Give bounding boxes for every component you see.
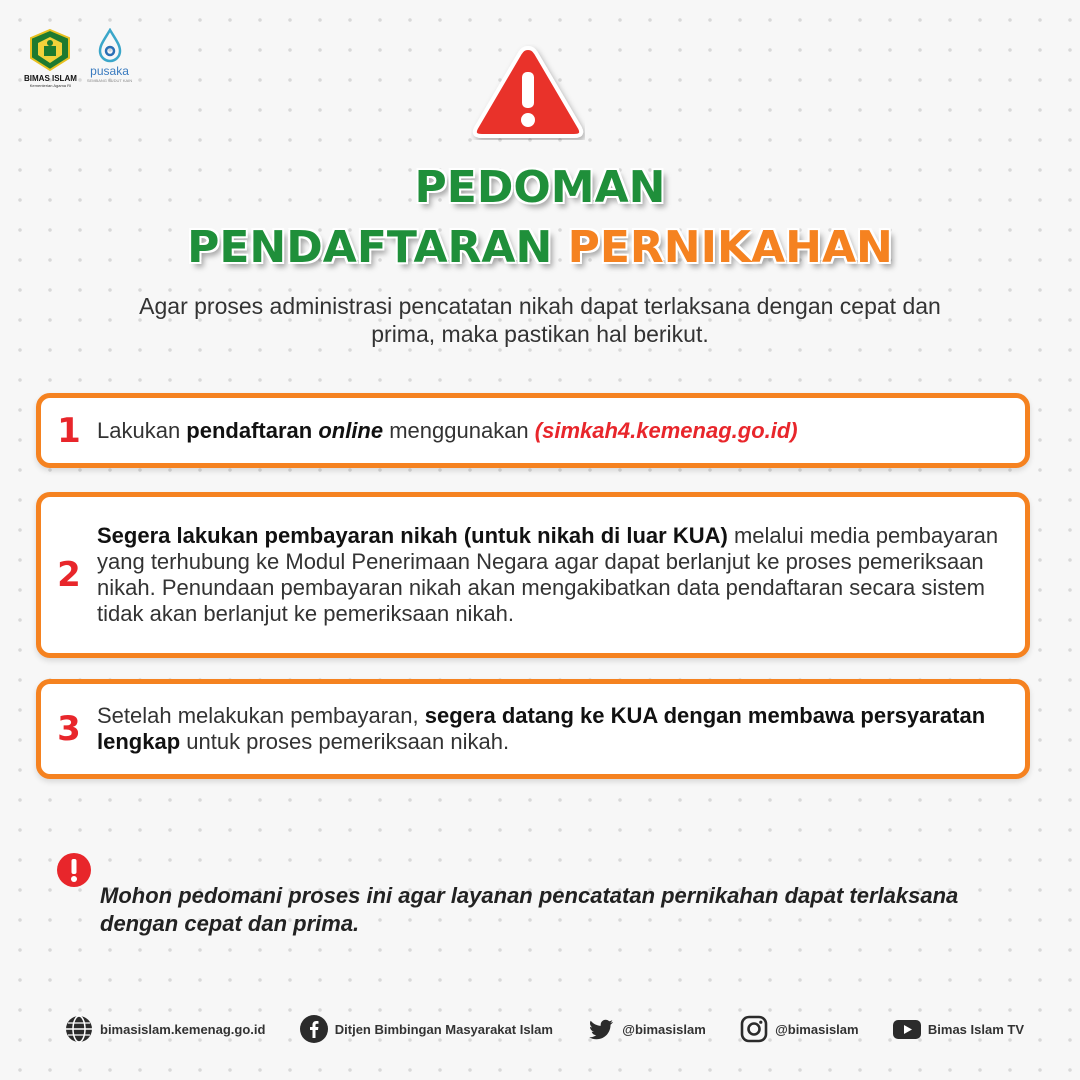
step-text-prefix: Setelah melakukan pembayaran,: [97, 703, 425, 728]
exclamation-circle-icon: [56, 852, 92, 888]
step-text-online: online: [318, 417, 384, 443]
title-word-pendaftaran: PENDAFTARAN: [187, 222, 553, 273]
website-label: bimasislam.kemenag.go.id: [100, 1021, 266, 1037]
header-logos: [24, 28, 132, 88]
page-title: [0, 158, 1080, 278]
twitter-icon: [586, 1014, 616, 1044]
step-number: 2: [57, 555, 81, 595]
youtube-icon: [892, 1014, 922, 1044]
title-line-1: PEDOMAN: [414, 162, 666, 213]
step-text-bold: segera datang ke KUA dengan membawa persyaratan lengkap: [97, 703, 986, 754]
pusaka-logo-text: pusaka: [90, 64, 129, 78]
facebook-icon: [299, 1014, 329, 1044]
footer-instagram[interactable]: [739, 1014, 859, 1044]
intro-line-2: prima, maka pastikan hal berikut.: [371, 321, 709, 347]
bimas-logo-subtext: Kementerian Agama RI: [29, 83, 72, 88]
globe-icon: [64, 1014, 94, 1044]
title-word-pernikahan: PERNIKAHAN: [567, 222, 893, 273]
bimas-islam-logo: [24, 28, 77, 88]
youtube-label: Bimas Islam TV: [927, 1021, 1024, 1037]
footer-twitter[interactable]: [586, 1014, 706, 1044]
footer-youtube[interactable]: [892, 1014, 1024, 1044]
step-text-prefix: Lakukan: [97, 417, 187, 443]
step-text: [97, 523, 1025, 627]
instagram-icon: [739, 1014, 769, 1044]
warning-triangle-icon: [471, 44, 585, 140]
footer-website[interactable]: [64, 1014, 265, 1044]
footer-facebook[interactable]: [299, 1014, 553, 1044]
simkah-link[interactable]: (simkah4.kemenag.go.id): [534, 417, 798, 443]
step-text: [97, 703, 1025, 755]
facebook-label: Ditjen Bimbingan Masyarakat Islam: [334, 1021, 553, 1037]
kemenag-emblem-icon: [25, 28, 75, 72]
step-text-bold: Segera lakukan pembayaran nikah (untuk nikah di luar KUA): [97, 523, 728, 548]
twitter-label: @bimasislam: [622, 1021, 706, 1037]
step-text-mid: menggunakan: [383, 417, 535, 443]
pusaka-drop-icon: [94, 28, 126, 64]
instagram-label: @bimasislam: [775, 1021, 859, 1037]
step-card-3: [36, 679, 1030, 779]
intro-line-1: Agar proses administrasi pencatatan nikah dapat terlaksana dengan cepat dan: [139, 293, 941, 319]
step-number: 3: [57, 709, 81, 749]
step-number: 1: [57, 410, 81, 451]
step-text: [97, 418, 814, 444]
step-card-1: [36, 393, 1030, 468]
title-line-2: [0, 218, 1080, 278]
closing-note: Mohon pedomani proses ini agar layanan pencatatan pernikahan dapat terlaksana dengan cepat dan prima.: [100, 883, 959, 936]
step-text-rest: untuk proses pemeriksaan nikah.: [180, 729, 510, 754]
step-text-rest: melalui media pembayaran yang terhubung ke Modul Penerimaan Negara agar dapat berlanjut ke proses pemeriksaan nikah. Penundaan pembayaran nikah akan mengakibatkan data pendaftaran secara sistem tidak akan berlanjut ke pemeriksaan nikah.: [97, 523, 999, 626]
pusaka-logo: [87, 28, 132, 83]
intro-text: [40, 292, 1040, 348]
social-footer: [64, 1014, 1024, 1044]
step-card-2: [36, 492, 1030, 658]
bimas-logo-text: BIMAS ISLAM: [24, 74, 77, 83]
pusaka-logo-subtext: SEMBANG SUDUT KAIN: [86, 78, 133, 83]
step-text-bold: pendaftaran: [186, 417, 319, 443]
